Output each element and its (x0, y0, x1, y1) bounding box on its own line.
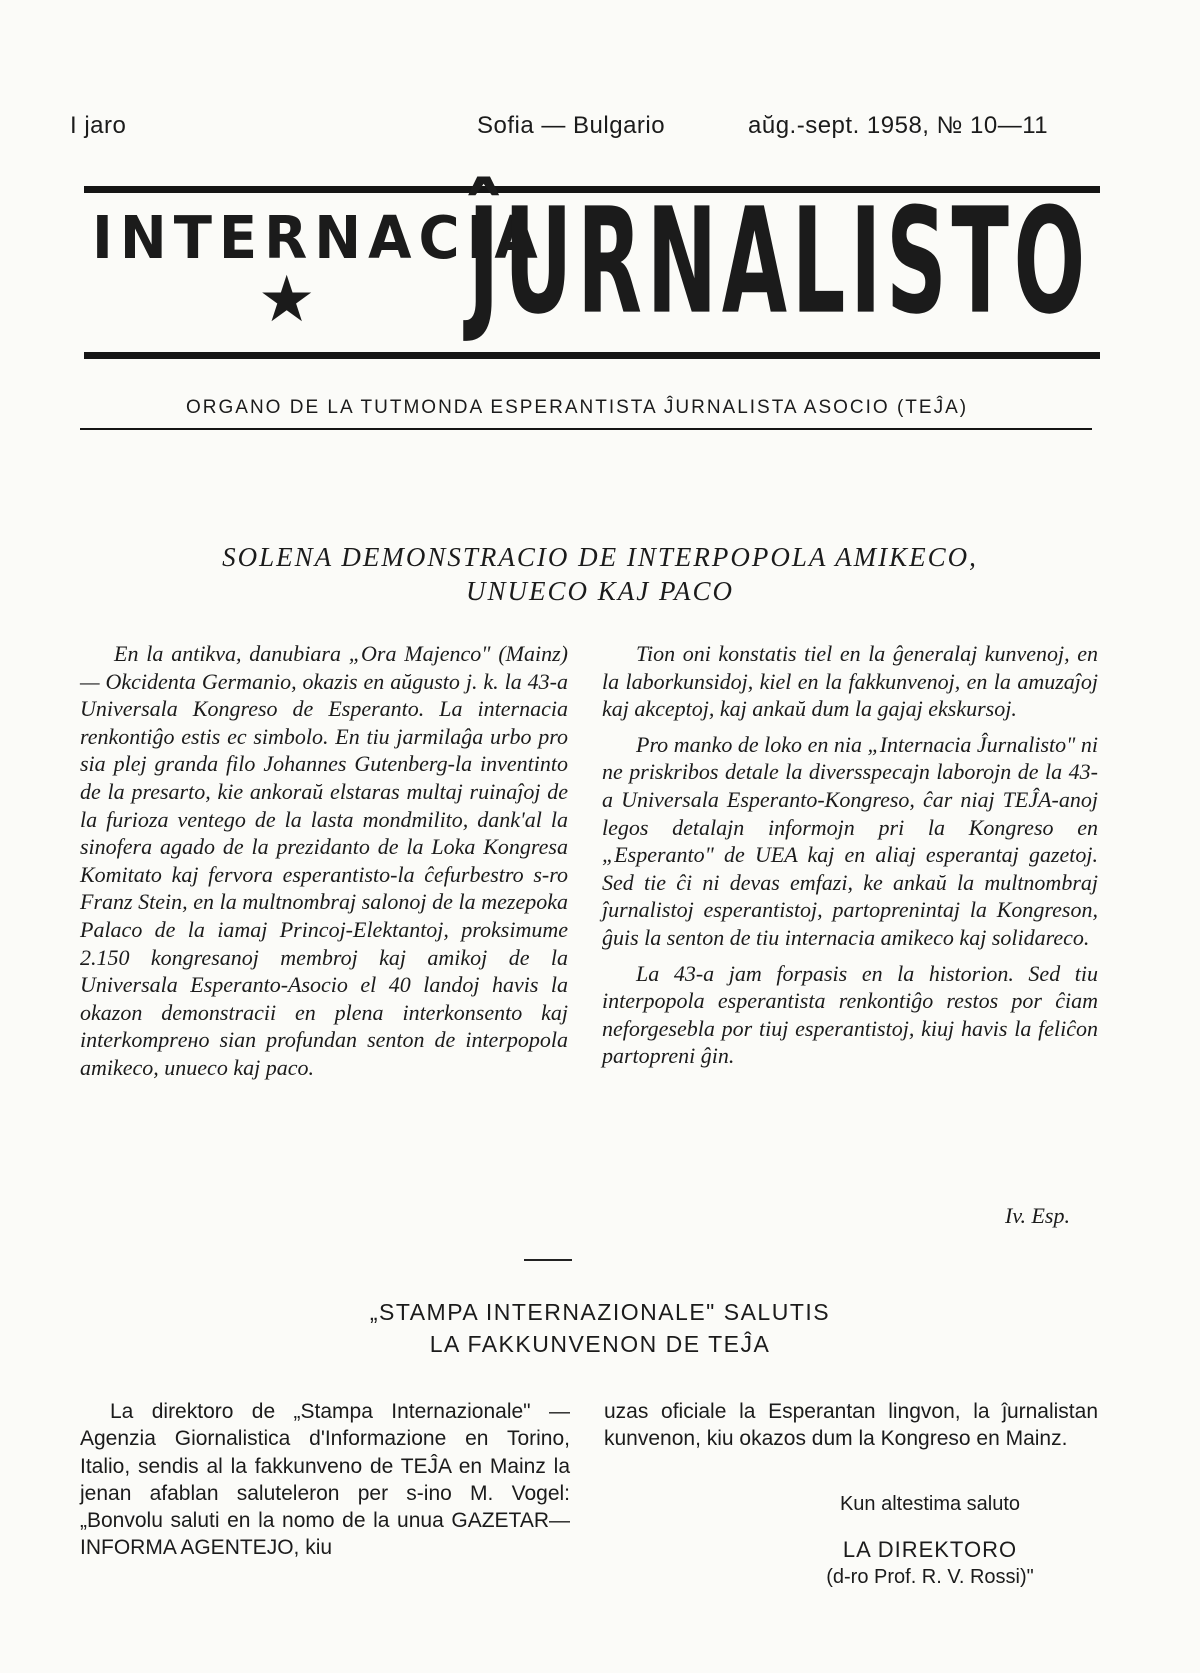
article1-column-left (80, 640, 568, 1220)
article1-title-line2: UNUECO KAJ PACO (465, 576, 734, 606)
publication-subtitle: ORGANO DE LA TUTMONDA ESPERANTISTA ĴURNALISTA ASOCIO (TEĴA) (186, 397, 969, 418)
article2-title-line1: „STAMPA INTERNAZIONALE" SALUTIS (369, 1299, 831, 1325)
article2-title (0, 1296, 1200, 1360)
article1-title-line1: SOLENA DEMONSTRACIO DE INTERPOPOLA AMIKECO, (222, 542, 978, 572)
masthead-main-title: ĴURNALISTO (468, 178, 1090, 347)
article2-column-left (80, 1398, 570, 1562)
masthead-bottom-rule (84, 352, 1100, 359)
article2-paragraph: uzas oficiale la Esperantan lingvon, la ĵurnalistan kunvenon, kiu okazos dum la Kongreso en Mainz. (604, 1400, 1098, 1451)
year-label: I jaro (70, 112, 127, 139)
article1-column-right (602, 640, 1098, 1230)
article1-paragraph: En la antikva, danubiara „Ora Majenco" (Mainz) — Okcidenta Germanio, okazis en aŭgusto j. k. la 43-a Universala Kongreso de Esperanto. La internacia renkontiĝo estis ec simbolo. En tiu jarmilaĝa urbo pro sia plej granda filo Johannes Gutenberg-la inventinto de la presarto, kie ankoraŭ elstaras multaj ruinaĵoj de la furioza ventego de la lasta mondmilito, dank'al la sinofera agado de la prezidanto de la Loka Kongresa Komitato kaj fervora esperantisto-la ĉefurbestro s-ro Franz Stein, en la multnombraj salonoj de la mezepoka Palaco de la iamaj Princoj-Elektantoj, proksimume 2.150 kongresanoj membroj kaj amikoj de la Universala Esperanto-Asocio el 40 landoj havis la okazon demonstracii en plena interkonsento kaj interkomprено sian profundan senton de interpopola amikeco, unueco kaj paco. (80, 641, 568, 1080)
issue-label: aŭg.-sept. 1958, № 10—11 (748, 112, 1049, 139)
section-separator (524, 1259, 572, 1261)
article1-paragraph: La 43-a jam forpasis en la historion. Sed tiu interpopola esperantista renkontiĝo restos por ĉiam neforgesebla por tiuj esperantistoj, kiuj havis la feliĉon partopreni ĝin. (602, 960, 1098, 1069)
place-label: Sofia — Bulgario (477, 112, 666, 139)
signature-name: (d-ro Prof. R. V. Rossi)" (826, 1566, 1034, 1588)
article1-signature: Iv. Esp. (1005, 1203, 1070, 1229)
article2-column-right (604, 1398, 1098, 1453)
signature-title: LA DIREKTORO (842, 1537, 1018, 1562)
article2-title-line2: LA FAKKUNVENON DE TEĴA (429, 1331, 771, 1357)
masthead-left-title: INTERNACIA (92, 204, 545, 273)
star-icon: ★ (258, 264, 316, 335)
article1-paragraph: Tion oni konstatis tiel en la ĝeneralaj kunvenoj, en la laborkunsidoj, kiel en la fakkunvenoj, en la amuzaĵoj kaj akceptoj, kaj ankaŭ dum la gajaj ekskursoj. (602, 641, 1098, 722)
article1-paragraph: Pro manko de loko en nia „Internacia Ĵurnalisto" ni ne priskribos detale la diversspecajn laborojn de la 43-a Universala Esperanto-Kongreso, ĉar niaj TEĴA-anoj legos detalajn informojn pri la Kongreso en „Esperanto" de UEA kaj en aliaj esperantaj gazetoj. Sed tie ĉi ni devas emfazi, ke ankaŭ la multnombraj ĵurnalistoj esperantistoj, partoprenintaj la Kongreson, ĝuis la senton de tiu internacia amikeco kaj solidareco. (602, 731, 1098, 950)
article2-paragraph: La direktoro de „Stampa Internazionale" — Agenzia Giornalistica d'Informazione en Torino, Italio, sendis al la fakkunveno de TEĴA en Mainz la jenan afablan saluteleron per s-ino M. Vogel: „Bonvolu saluti en la nomo de la unua GAZETAR—INFORMA AGENTEJO, kiu (80, 1400, 570, 1560)
closing-salutation: Kun altestima saluto (839, 1493, 1021, 1515)
article1-title (0, 540, 1200, 608)
subtitle-rule (80, 428, 1092, 430)
